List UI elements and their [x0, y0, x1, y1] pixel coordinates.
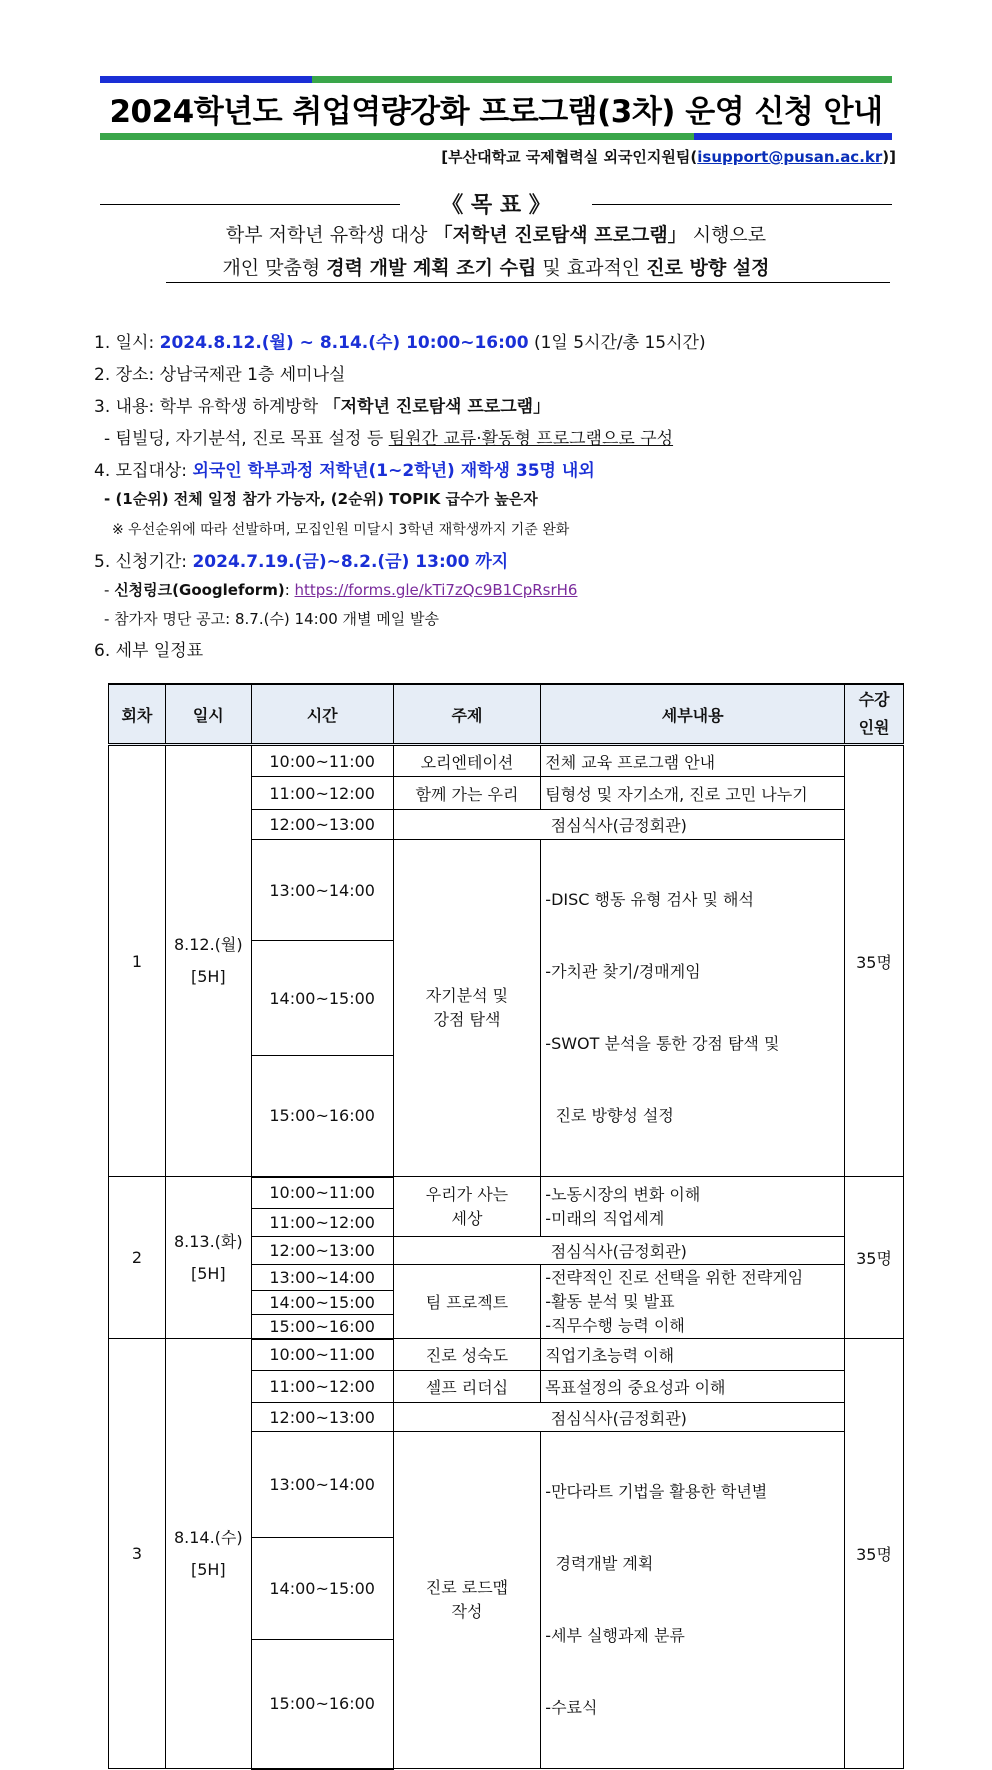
title-bar-green-bottom: [100, 133, 694, 140]
detail-cell: 목표설정의 중요성과 이해: [541, 1371, 845, 1403]
time-cell: 15:00~16:00: [251, 1639, 393, 1768]
schedule-table: [108, 683, 904, 1770]
time-cell: 15:00~16:00: [251, 1315, 393, 1339]
time-cell: 11:00~12:00: [251, 1209, 393, 1237]
topic-cell: 오리엔테이션: [393, 745, 541, 777]
session-no: 1: [109, 745, 166, 1177]
item-period: [94, 547, 508, 572]
item-colon: :: [284, 581, 295, 599]
item-target-priority: - (1순위) 전체 일정 참가 가능자, (2순위) TOPIK 급수가 높은자: [104, 490, 538, 508]
time-cell: 12:00~13:00: [251, 810, 393, 840]
topic-cell: 진로 로드맵 작성: [393, 1432, 541, 1769]
detail-line: -만다라트 기법을 활용한 학년별: [545, 1482, 768, 1501]
item-place: 2. 장소: 상남국제관 1층 세미나실: [94, 365, 346, 385]
capacity-cell: 35명: [845, 745, 904, 1177]
time-cell: 15:00~16:00: [251, 1055, 393, 1176]
detail-cell: [541, 840, 845, 1177]
item-target-value: 외국인 학부과정 저학년(1~2학년) 재학생 35명 내외: [192, 461, 595, 481]
lunch-cell: 점심식사(금정회관): [393, 1403, 844, 1432]
org-suffix: )]: [882, 148, 896, 166]
item-label: 5. 신청기간:: [94, 552, 193, 572]
header-time: 시간: [251, 684, 393, 745]
hours-text: [5H]: [190, 1263, 226, 1283]
detail-line: 진로 방향성 설정: [545, 1106, 674, 1125]
date-text: 8.12.(월): [173, 935, 243, 954]
time-cell: 14:00~15:00: [251, 1537, 393, 1639]
time-cell: 10:00~11:00: [251, 1339, 393, 1371]
detail-line: 경력개발 계획: [545, 1554, 654, 1573]
detail-cell: 팀형성 및 자기소개, 진로 고민 나누기: [541, 777, 845, 810]
title-banner: [100, 76, 892, 140]
item-content-detail: [104, 424, 673, 449]
item-sub-text: - 팀빌딩, 자기분석, 진로 목표 설정 등: [104, 429, 389, 449]
capacity-cell: 35명: [845, 1177, 904, 1339]
goal-emphasis: 경력 개발 계획 조기 수립: [326, 257, 537, 279]
item-label: 4. 모집대상:: [94, 461, 193, 481]
topic-cell: 함께 가는 우리: [393, 777, 541, 810]
time-cell: 13:00~14:00: [251, 1432, 393, 1538]
goal-rule-right: [592, 204, 892, 205]
org-name: [부산대학교 국제협력실 외국인지원팀(: [441, 148, 698, 166]
capacity-cell: 35명: [845, 1339, 904, 1769]
item-target-note: ※ 우선순위에 따라 선발하며, 모집인원 미달시 3학년 재학생까지 기준 완화: [112, 522, 570, 538]
session-no: 3: [109, 1339, 166, 1769]
header-capacity: [845, 684, 904, 745]
lunch-cell: 점심식사(금정회관): [393, 1237, 844, 1265]
table-row: [109, 1339, 904, 1371]
apply-link[interactable]: https://forms.gle/kTi7zQc9B1CpRsrH6: [294, 581, 578, 599]
item-dash: -: [104, 581, 115, 599]
header-capacity-1: 수강: [858, 690, 890, 709]
detail-line: -직무수행 능력 이해: [545, 1315, 685, 1335]
lunch-cell: 점심식사(금정회관): [393, 810, 844, 840]
topic-cell: 자기분석 및 강점 탐색: [393, 840, 541, 1177]
session-date: [165, 1339, 251, 1769]
detail-line: -전략적인 진로 선택을 위한 전략게임: [545, 1267, 804, 1287]
time-cell: 13:00~14:00: [251, 840, 393, 941]
item-content: [94, 392, 550, 417]
goal-emphasis: 진로 방향 설정: [646, 257, 770, 279]
hours-text: [5H]: [190, 967, 226, 986]
item-date-value: 2024.8.12.(월) ~ 8.14.(수) 10:00~16:00: [159, 333, 529, 353]
table-row: [109, 745, 904, 777]
item-date: [94, 328, 706, 353]
item-apply-link-line: [104, 579, 577, 600]
time-cell: 12:00~13:00: [251, 1403, 393, 1432]
item-label: 1. 일시:: [94, 333, 160, 353]
header-topic: 주제: [393, 684, 541, 745]
goal-heading-text: 《 목 표 》: [441, 193, 551, 218]
detail-line: -SWOT 분석을 통한 강점 탐색 및: [545, 1034, 780, 1053]
item-label: 3. 내용: 학부 유학생 하계방학: [94, 397, 324, 417]
title-bar-green-top: [312, 76, 892, 83]
table-header-row: [109, 684, 904, 745]
time-cell: 14:00~15:00: [251, 1291, 393, 1315]
session-date: [165, 745, 251, 1177]
time-cell: 14:00~15:00: [251, 941, 393, 1056]
goal-text: 시행으로: [686, 224, 767, 246]
header-date: 일시: [165, 684, 251, 745]
title-bar-blue-bottom: [694, 133, 892, 140]
organization-line: [441, 146, 896, 167]
detail-cell: [541, 1432, 845, 1769]
header-detail: 세부내용: [541, 684, 845, 745]
topic-cell: 우리가 사는 세상: [393, 1177, 541, 1237]
goal-heading: [100, 188, 892, 222]
detail-line: -세부 실행과제 분류: [545, 1626, 685, 1645]
detail-line: -수료식: [545, 1698, 598, 1717]
goal-line-2: [100, 253, 892, 280]
org-email-link[interactable]: isupport@pusan.ac.kr: [697, 148, 883, 166]
detail-line: -가치관 찾기/경매게임: [545, 962, 701, 981]
detail-line: -미래의 직업세계: [545, 1208, 665, 1228]
detail-cell: [541, 1265, 845, 1339]
detail-cell: 전체 교육 프로그램 안내: [541, 745, 845, 777]
hours-text: [5H]: [190, 1559, 226, 1579]
detail-cell: 직업기초능력 이해: [541, 1339, 845, 1371]
item-note: (1일 5시간/총 15시간): [528, 333, 706, 353]
date-text: 8.13.(화): [173, 1231, 243, 1251]
table-row: [109, 1177, 904, 1209]
detail-line: -노동시장의 변화 이해: [545, 1184, 701, 1204]
session-date: [165, 1177, 251, 1339]
time-cell: 10:00~11:00: [251, 1177, 393, 1209]
goal-program-name: 「저학년 진로탐색 프로그램」: [433, 224, 687, 246]
goal-line-1: [100, 220, 892, 247]
goal-text: 개인 맞춤형: [222, 257, 327, 279]
title-bar-blue-top: [100, 76, 312, 83]
item-sub-underlined: 팀원간 교류·활동형 프로그램으로 구성: [388, 429, 674, 449]
item-announcement: - 참가자 명단 공고: 8.7.(수) 14:00 개별 메일 발송: [104, 610, 440, 628]
topic-cell: 진로 성숙도: [393, 1339, 541, 1371]
date-text: 8.14.(수): [173, 1527, 243, 1547]
time-cell: 13:00~14:00: [251, 1265, 393, 1291]
item-program-name: 「저학년 진로탐색 프로그램」: [323, 397, 551, 417]
item-period-value: 2024.7.19.(금)~8.2.(금) 13:00 까지: [192, 552, 509, 572]
time-cell: 11:00~12:00: [251, 1371, 393, 1403]
item-target: [94, 456, 595, 481]
topic-cell: 셀프 리더십: [393, 1371, 541, 1403]
session-no: 2: [109, 1177, 166, 1339]
time-cell: 12:00~13:00: [251, 1237, 393, 1265]
goal-rule-bottom: [166, 282, 890, 283]
detail-line: -활동 분석 및 발표: [545, 1291, 675, 1311]
item-schedule: 6. 세부 일정표: [94, 641, 204, 661]
time-cell: 11:00~12:00: [251, 777, 393, 810]
detail-line: -DISC 행동 유형 검사 및 해석: [545, 890, 754, 909]
detail-cell: [541, 1177, 845, 1237]
apply-link-label: 신청링크(Googleform): [114, 581, 285, 599]
goal-text: 및 효과적인: [536, 257, 647, 279]
time-cell: 10:00~11:00: [251, 745, 393, 777]
page-title: 2024학년도 취업역량강화 프로그램(3차) 운영 신청 안내: [109, 94, 883, 130]
header-session: 회차: [109, 684, 166, 745]
topic-cell: 팀 프로젝트: [393, 1265, 541, 1339]
header-capacity-2: 인원: [858, 718, 890, 737]
goal-text: 학부 저학년 유학생 대상: [225, 224, 434, 246]
